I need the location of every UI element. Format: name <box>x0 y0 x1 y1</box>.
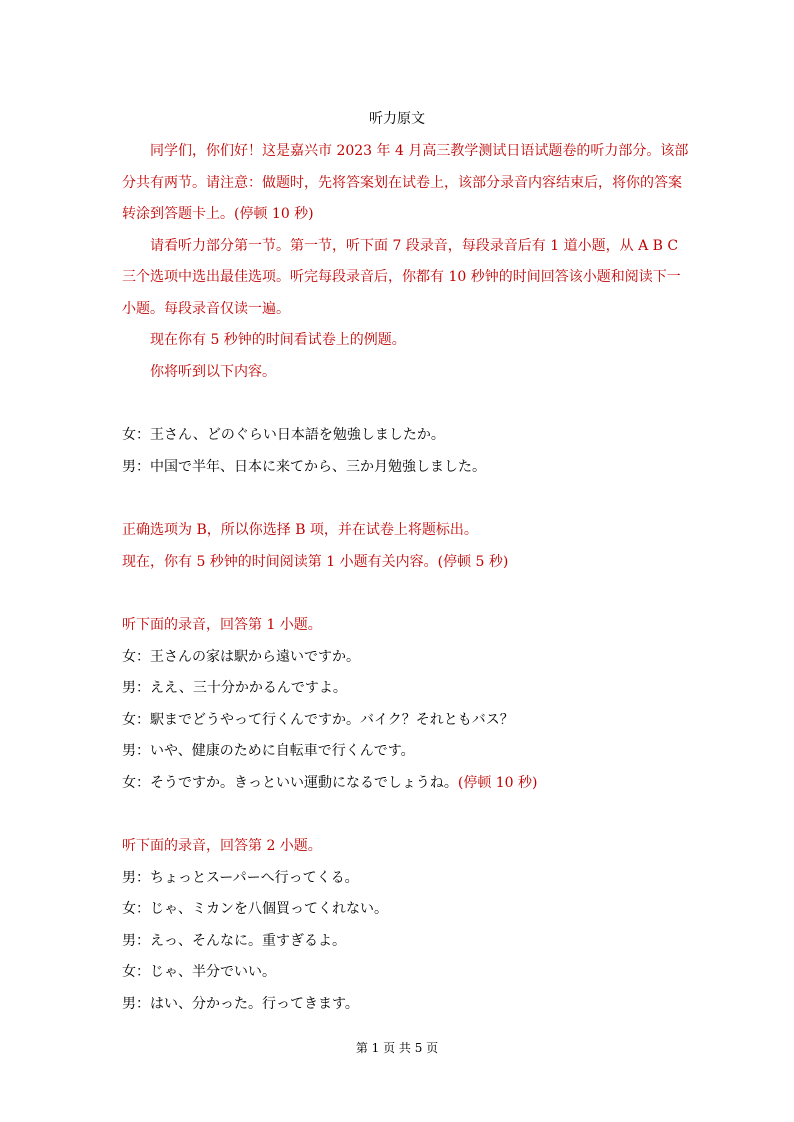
q2-line-4: 女：じゃ、半分でいい。 <box>122 964 276 980</box>
document-title: 听力原文 <box>369 111 425 127</box>
q1-heading: 听下面的录音，回答第 1 小题。 <box>122 617 322 633</box>
q1-line-1: 女：王さんの家は駅から遠いですか。 <box>122 648 360 665</box>
spacer <box>122 483 692 515</box>
intro-paragraph-2: 请看听力部分第一节。第一节，听下面 7 段录音，每段录音后有 1 道小题，从 A B C 三个选项中选出最佳选项。听完每段录音后，你都有 10 秒钟的时间回答该小题和阅读下一小题。每段录音仅读一遍。 <box>122 237 681 317</box>
q2-heading: 听下面的录音，回答第 2 小题。 <box>122 838 322 854</box>
q1-line-2: 男：ええ、三十分かかるんですよ。 <box>122 680 347 696</box>
intro-paragraph-4: 你将听到以下内容。 <box>150 363 276 380</box>
answer-note-line-2: 现在，你有 5 秒钟的时间阅读第 1 小题有关内容。(停顿 5 秒) <box>122 553 509 570</box>
example-line-1: 女：王さん、どのぐらい日本語を勉強しましたか。 <box>122 427 445 443</box>
q2-line-3: 男：えっ、そんなに。重すぎるよ。 <box>122 932 346 949</box>
spacer <box>122 388 692 420</box>
q1-line-5 <box>122 768 692 800</box>
spacer <box>122 578 692 610</box>
answer-note-line-1: 正确选项为 B，所以你选择 B 项，并在试卷上将题标出。 <box>122 522 478 538</box>
document-body <box>122 136 692 1020</box>
spacer <box>122 799 692 831</box>
q1-pause-note: (停顿 10 秒) <box>457 774 538 791</box>
q1-line-5-text: 女：そうですか。きっといい運動になるでしょうね。 <box>122 774 458 791</box>
example-line-2: 男：中国で半年、日本に来てから、三か月勉強しました。 <box>122 458 486 475</box>
intro-paragraph-3: 现在你有 5 秒钟的时间看试卷上的例题。 <box>150 332 406 348</box>
page-footer: 第 1 页 共 5 页 <box>355 1041 439 1055</box>
q2-line-2: 女：じゃ、ミカンを八個買ってくれない。 <box>122 901 388 917</box>
q2-line-5: 男：はい、分かった。行ってきます。 <box>122 995 359 1012</box>
q1-line-3: 女：駅までどうやって行くんですか。バイク？それともバス？ <box>122 711 514 728</box>
q1-line-4: 男：いや、健康のために自転車で行くんです。 <box>122 743 415 759</box>
intro-paragraph-1: 同学们，你们好！这是嘉兴市 2023 年 4 月高三教学测试日语试题卷的听力部分。该部分共有两节。请注意：做题时，先将答案划在试卷上，该部分录音内容结束后，将你的答案转涂到答题卡上。(停顿 10 秒) <box>122 143 689 222</box>
q2-line-1: 男：ちょっとスーパーへ行ってくる。 <box>122 869 359 886</box>
